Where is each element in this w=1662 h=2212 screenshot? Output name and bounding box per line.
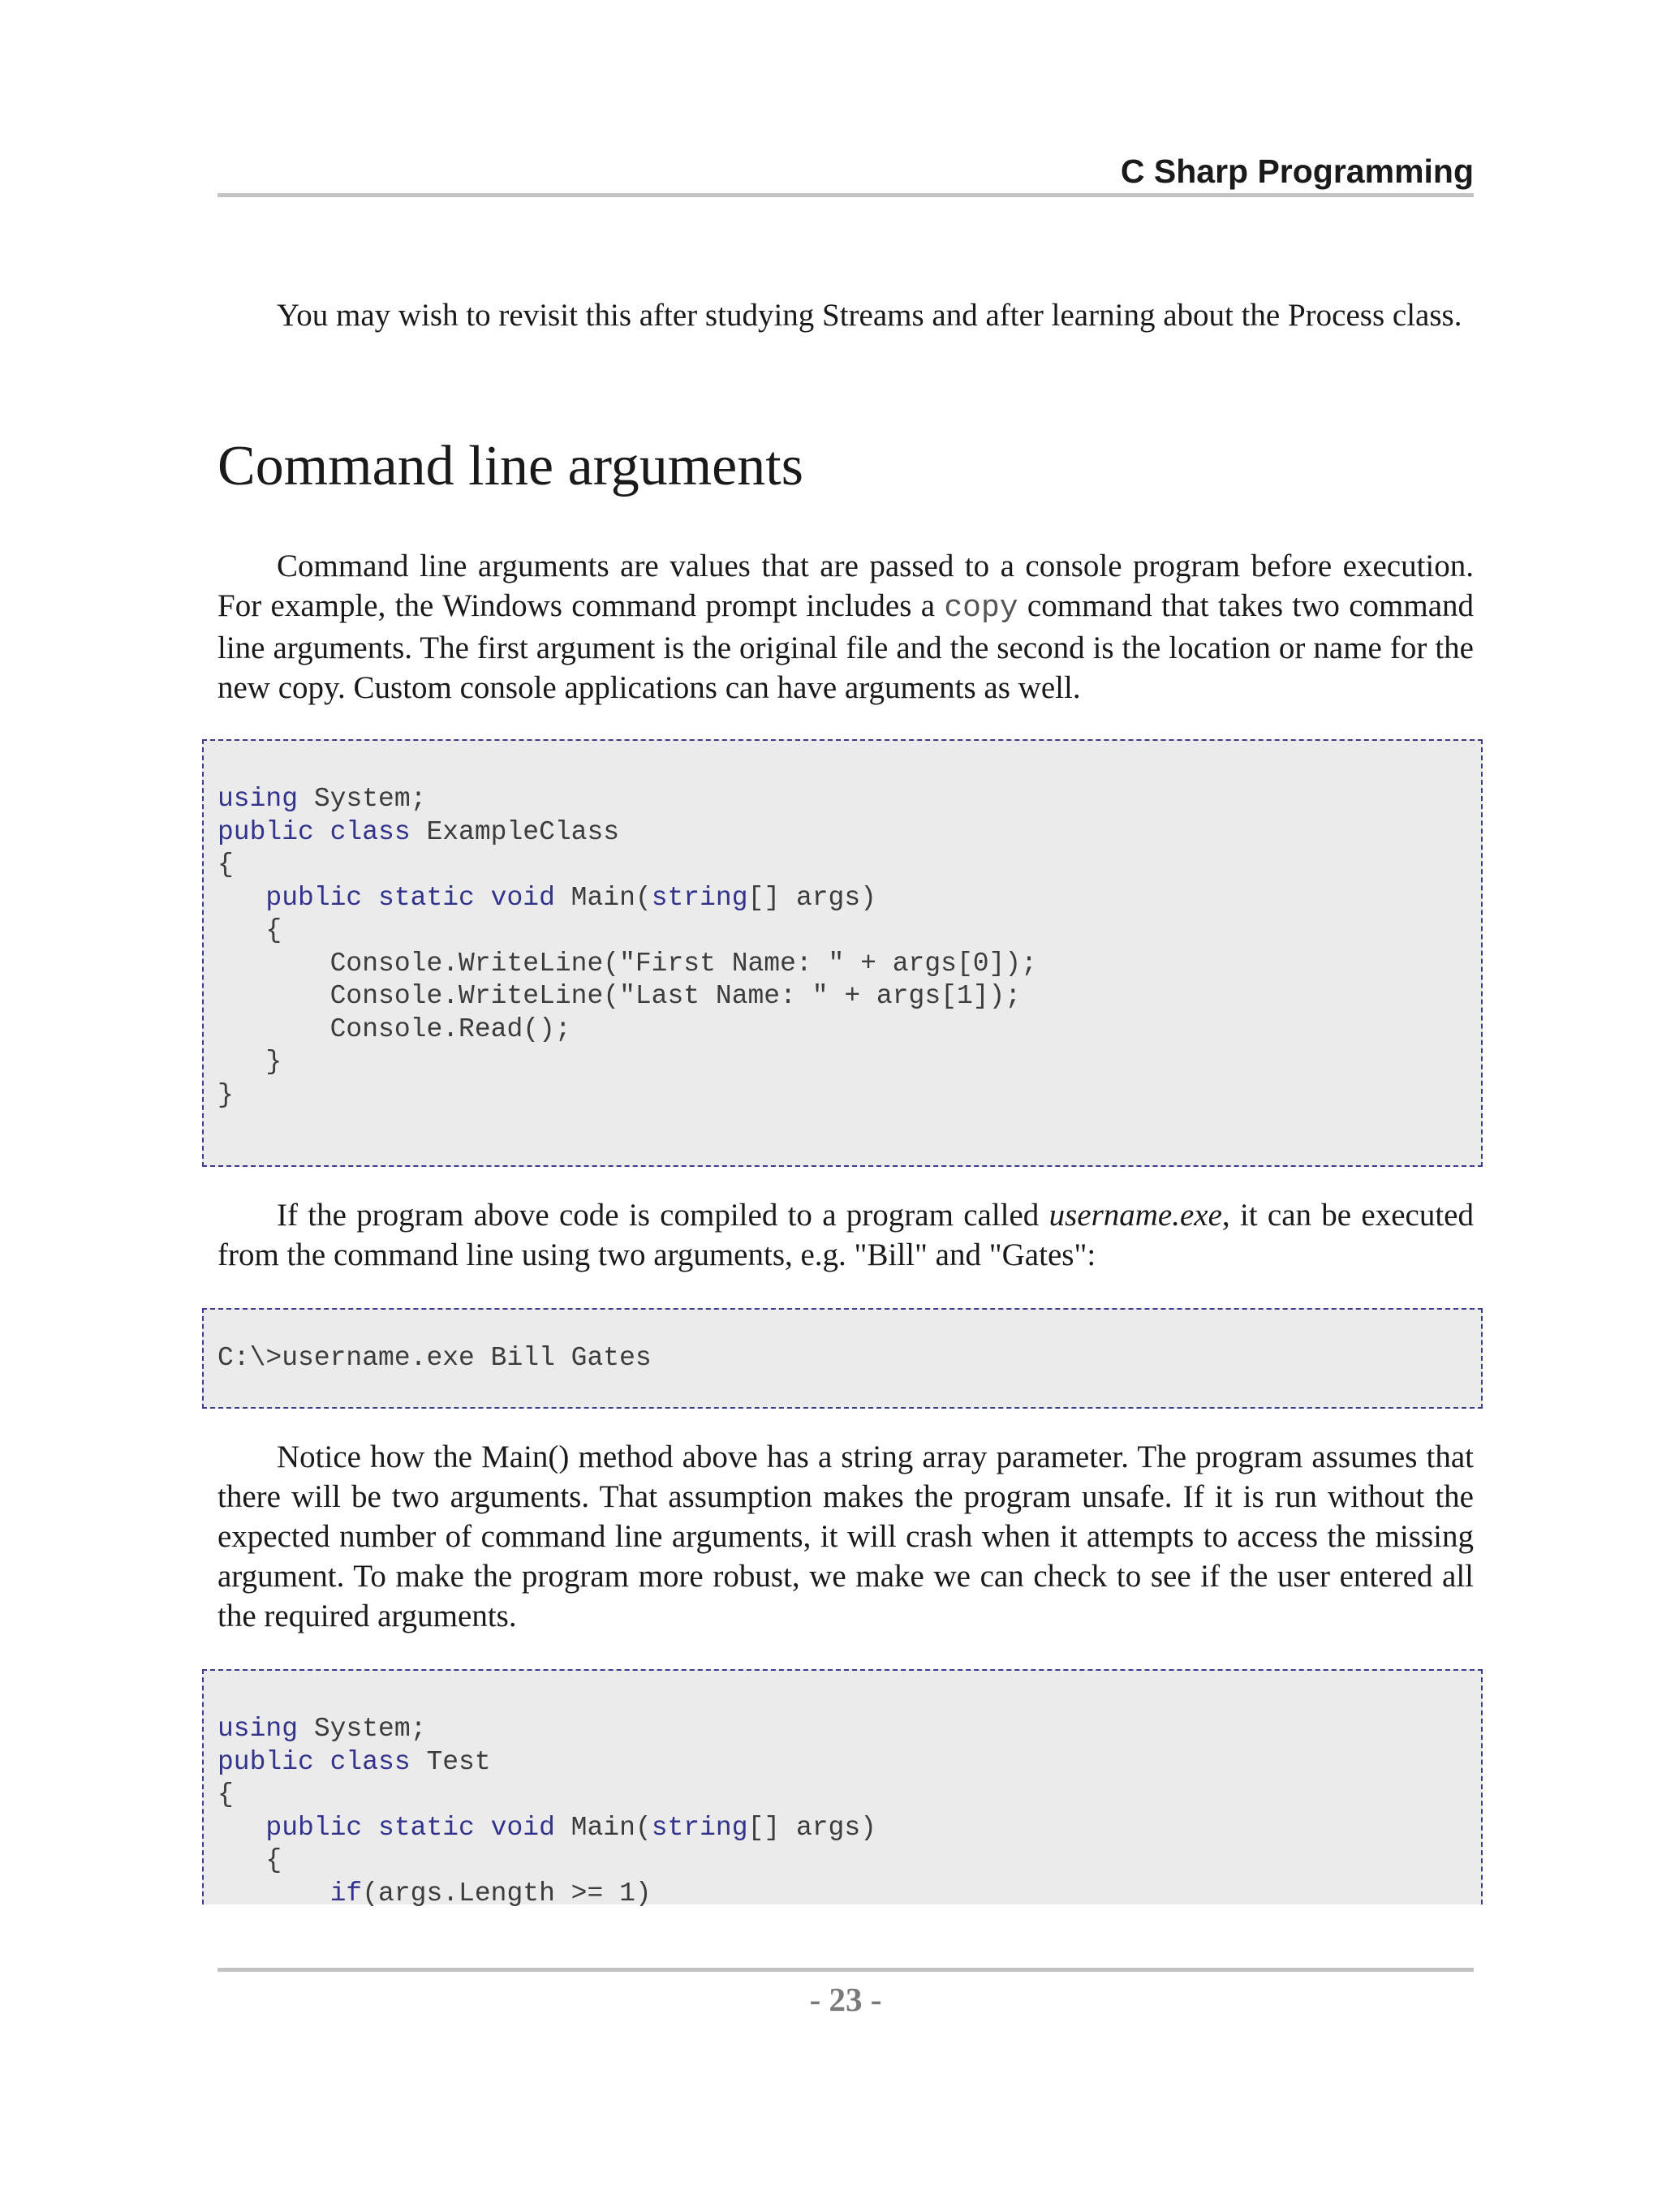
code-block-example-class [202,739,1483,1167]
code-block-command-prompt [202,1308,1483,1409]
code-text: Console.WriteLine("First Name: " + args[0]); [217,948,1037,979]
code-keyword: public class [217,1746,411,1777]
code-text: System; [298,784,427,814]
paragraph-text: Command line arguments are values that are passed to a console program before execution. For example, the Windows command prompt includes a [217,549,1474,623]
code-text: [] args) [747,1812,876,1843]
code-line [217,1013,571,1046]
code-line [217,816,619,849]
paragraph-text: If the program above code is compiled to a program called [277,1198,1049,1233]
code-line [217,1079,234,1112]
code-line [217,882,876,914]
code-keyword: public static void [217,1812,555,1843]
code-line [217,1779,234,1811]
code-line [217,1046,282,1078]
code-keyword: public class [217,816,411,847]
code-line [217,849,234,881]
code-text: C:\>username.exe Bill Gates [217,1343,652,1373]
page-number: - 23 - [809,1981,882,2018]
section-heading: Command line arguments [217,435,803,497]
code-text: Test [410,1746,491,1777]
code-keyword: if [217,1878,363,1909]
code-text: { [217,915,282,945]
code-text: System; [298,1714,427,1744]
code-text: Console.WriteLine("Last Name: " + args[1]); [217,981,1022,1011]
code-line [217,980,1021,1013]
code-line [217,914,282,947]
code-keyword: string [651,1812,748,1843]
code-keyword: using [217,1714,299,1744]
code-text: { [217,850,234,880]
code-text: (args.Length >= 1) [362,1878,652,1909]
code-text: } [217,1079,234,1110]
inline-code-copy: copy [944,591,1018,626]
code-text: { [217,1779,234,1810]
paragraph-robustness: Notice how the Main() method above has a string array parameter. The program assumes that there will be two arguments. That assumption makes the program unsafe. If it is run without the expected number of command line arguments, it will crash when it attempts to access the missing argument. To make the program more robust, we make we can check to see if the user entered all the required arguments. [217,1440,1474,1633]
code-line [217,1812,876,1844]
paragraph-text: command that takes two command line arguments. The first argument is the original file and the second is the location or name for the new copy. Custom console applications can have arguments as well. [217,588,1475,705]
code-text: { [217,1845,282,1875]
code-text: [] args) [747,882,876,913]
paragraph-compile-usage [217,1195,1474,1275]
header-rule [217,193,1474,197]
code-text: ExampleClass [410,816,620,847]
code-text: } [217,1047,282,1077]
code-line [217,783,426,816]
code-line [217,1878,652,1910]
intro-paragraph: You may wish to revisit this after studying Streams and after learning about the Process class. [277,298,1462,333]
running-header-title: C Sharp Programming [1120,153,1474,190]
paragraph-command-line-intro [217,546,1474,708]
code-keyword: using [217,784,299,814]
code-text: Main( [554,882,652,913]
code-block-test-class [202,1669,1483,1909]
paragraph-text: , it can be executed from the command line using two arguments, e.g. "Bill" and "Gates": [217,1198,1474,1272]
code-keyword: string [651,882,748,913]
code-text: Main( [554,1812,652,1843]
code-text: Console.Read(); [217,1013,571,1044]
italic-filename: username.exe [1048,1198,1222,1233]
footer-rule [217,1968,1474,1972]
code-line [217,948,1037,980]
code-keyword: public static void [217,882,555,913]
code-line [217,1342,652,1375]
code-line [217,1713,426,1745]
code-line [217,1746,491,1779]
code-line [217,1844,282,1877]
